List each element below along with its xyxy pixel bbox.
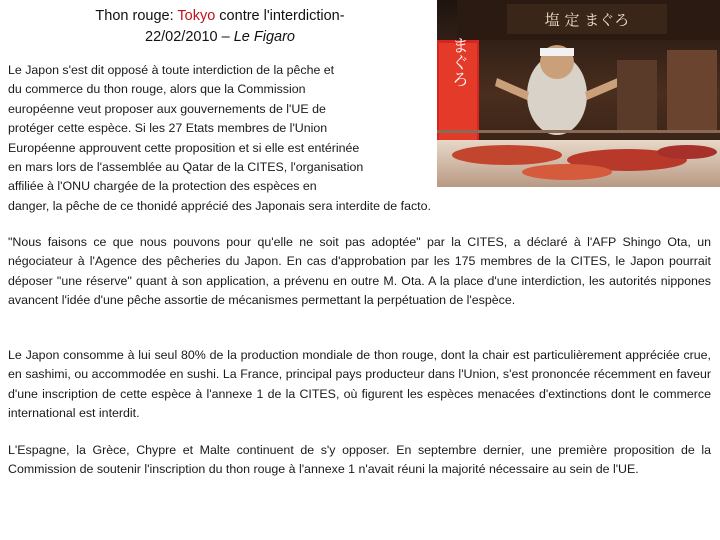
intro-line: danger, la pêche de ce thonidé apprécié des Japonais sera interdite de facto. bbox=[8, 198, 431, 213]
intro-line: Européenne approuvent cette proposition et si elle est entérinée bbox=[8, 140, 360, 155]
intro-line: du commerce du thon rouge, alors que la Commission bbox=[8, 82, 306, 97]
headline bbox=[20, 6, 420, 27]
headline-part2: contre l'interdiction- bbox=[215, 8, 345, 24]
byline bbox=[20, 27, 420, 48]
opposition-paragraph: L'Espagne, la Grèce, Chypre et Malte continuent de s'y opposer. En septembre dernier, une première proposition de la Commission de soutenir l'inscription du thon rouge à l'annexe 1 n'avait réuni la majorité nécessaire au sein de l'UE. bbox=[8, 443, 711, 477]
sign-text: まぐろ bbox=[448, 36, 468, 88]
headline-highlight: Tokyo bbox=[177, 8, 216, 24]
stall-banner-text: 塩 定 まぐろ bbox=[544, 11, 630, 29]
intro-line: affiliée à l'ONU chargée de la protection des espèces en bbox=[8, 179, 317, 194]
fish-market-illustration bbox=[437, 0, 720, 187]
intro-line: protéger cette espèce. Si les 27 Etats membres de l'Union bbox=[8, 121, 328, 136]
article-title bbox=[20, 6, 420, 48]
intro-line: européenne veut proposer aux gouvernements de l'UE de bbox=[8, 101, 326, 116]
quote-paragraph: "Nous faisons ce que nous pouvons pour qu'elle ne soit pas adoptée" par la CITES, a déclaré à l'AFP Shingo Ota, un négociateur à l'Agence des pêcheries du Japon. En cas d'approbation par les 175 membres de la CITES, le Japon pourrait déposer "une réserve" quant à son application, a prévenu en outre M. Ota. A la place d'une interdiction, les autorités nippones avancent l'idée d'une pêche assortie de mécanismes permettant la perpétuation de l'espèce. bbox=[8, 235, 711, 308]
fish-market-photo bbox=[437, 0, 720, 187]
intro-line: Le Japon s'est dit opposé à toute interdiction de la pêche et bbox=[8, 63, 335, 77]
intro-line: en mars lors de l'assemblée au Qatar de la CITES, l'organisation bbox=[8, 160, 364, 175]
consumption-paragraph: Le Japon consomme à lui seul 80% de la production mondiale de thon rouge, dont la chair est particulièrement appréciée crue, en sashimi, ou accommodée en sushi. La France, principal pays producteur dans l'Union, s'est prononcée récemment en faveur d'une inscription de cette espèce à l'annexe 1 de la CITES, où figurent les espèces menacées d'extinctions dont le commerce international est interdit. bbox=[8, 348, 711, 421]
article-source: Le Figaro bbox=[233, 29, 295, 45]
headline-part1: Thon rouge: bbox=[95, 8, 178, 24]
article-date: 22/02/2010 – bbox=[145, 29, 234, 45]
intro-paragraph bbox=[8, 61, 431, 216]
